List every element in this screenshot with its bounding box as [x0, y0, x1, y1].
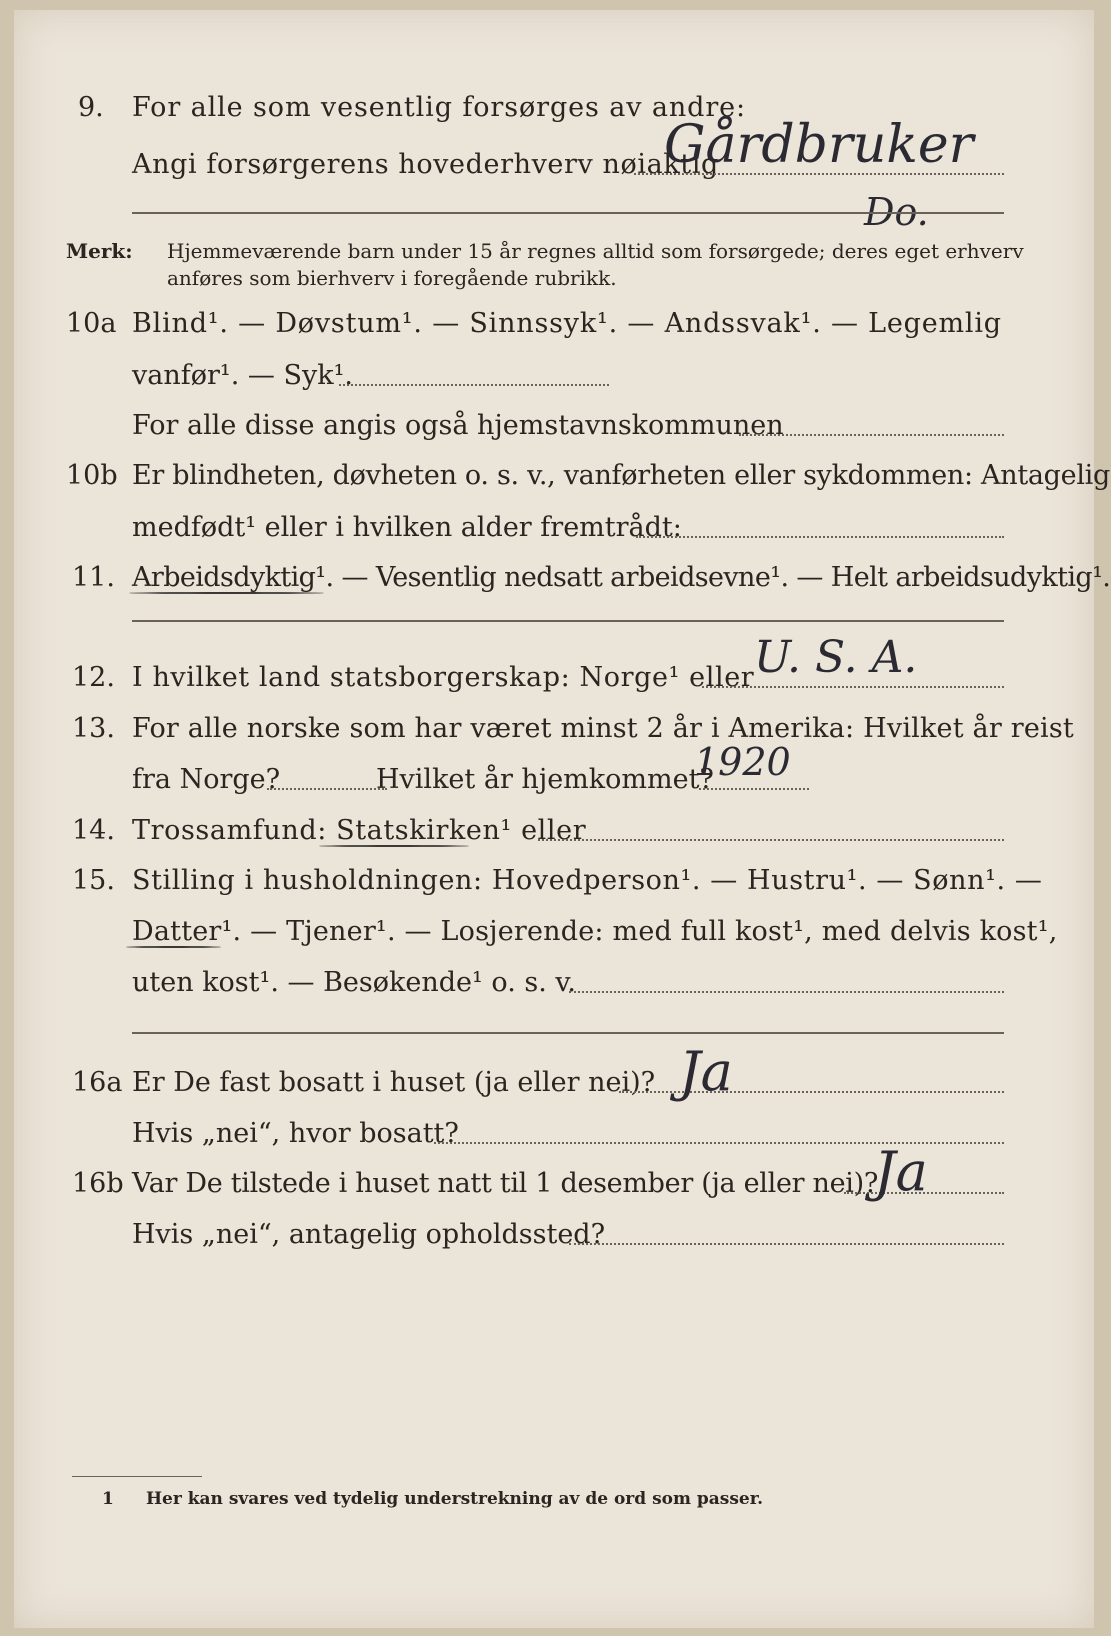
q10a-line1: Blind¹. — Døvstum¹. — Sinnssyk¹. — Andssvak¹. — Legemlig — [132, 308, 1002, 339]
census-form-page — [14, 10, 1111, 1628]
merk-line1: Hjemmeværende barn under 15 år regnes alltid som forsørgede; deres eget erhverv — [167, 239, 1024, 263]
q14-line1: Trossamfund: Statskirken¹ eller — [132, 815, 587, 846]
q15-second-line — [132, 1032, 1004, 1034]
q10a-line2: vanfør¹. — Syk¹. — [132, 360, 353, 391]
q16a-number: 16a — [72, 1067, 123, 1098]
q11-number: 11. — [72, 562, 115, 593]
merk-label: Merk: — [66, 239, 133, 263]
q16b-opholdssted-line — [569, 1243, 1004, 1245]
q9-handwritten-answer: Gårdbruker — [664, 115, 974, 175]
q12-answer-line — [702, 686, 1004, 688]
q14-number: 14. — [72, 815, 115, 846]
q9-line1: For alle som vesentlig forsørges av andre: — [132, 92, 747, 123]
footnote-text: Her kan svares ved tydelig understrekning av de ord som passer. — [146, 1489, 764, 1509]
q16a-line2: Hvis „nei“, hvor bosatt? — [132, 1118, 459, 1149]
q10a-syk-line — [339, 384, 609, 386]
q9-number: 9. — [78, 92, 104, 123]
q12-number: 12. — [72, 662, 115, 693]
q9-handwritten-mark: Do. — [864, 190, 929, 234]
footnote-mark: 1 — [102, 1489, 114, 1509]
q16a-line1: Er De fast bosatt i huset (ja eller nei)? — [132, 1067, 656, 1098]
merk-line2: anføres som bierhverv i foregående rubrikk. — [167, 266, 617, 290]
q13-handwritten-answer: 1920 — [694, 740, 791, 784]
q15-line2: Datter¹. — Tjener¹. — Losjerende: med full kost¹, med delvis kost¹, — [132, 916, 1058, 947]
footnote-separator — [72, 1476, 202, 1477]
q9-line2: Angi forsørgerens hovederhverv nøiaktig — [132, 149, 719, 180]
q16a-answer-line — [619, 1091, 1004, 1093]
q15-number: 15. — [72, 865, 115, 896]
q15-answer-line — [569, 991, 1004, 993]
q13-number: 13. — [72, 713, 115, 744]
q10b-number: 10b — [66, 460, 118, 491]
q11-handwritten-underline — [129, 592, 324, 594]
q13-line1: For alle norske som har været minst 2 år i Amerika: Hvilket år reist — [132, 713, 1074, 744]
q12-handwritten-answer: U. S. A. — [754, 632, 918, 683]
q13-line2b: Hvilket år hjemkommet? — [376, 764, 714, 795]
q10a-number: 10a — [66, 308, 117, 339]
q12-line1: I hvilket land statsborgerskap: Norge¹ eller — [132, 662, 755, 693]
q16a-handwritten-answer: Ja — [679, 1040, 733, 1103]
q16b-line2: Hvis „nei“, antagelig opholdssted? — [132, 1219, 606, 1250]
q15-line3: uten kost¹. — Besøkende¹ o. s. v. — [132, 967, 577, 998]
q11-answer-line — [132, 620, 1004, 622]
q10b-line1: Er blindheten, døvheten o. s. v., vanførheten eller sykdommen: Antagelig — [132, 460, 1110, 491]
q11-line1: Arbeidsdyktig¹. — Vesentlig nedsatt arbeidsevne¹. — Helt arbeidsudyktig¹. — [132, 562, 1111, 593]
q9-second-line — [132, 212, 1004, 214]
q13-hjemkommet-line — [699, 788, 809, 790]
q10b-answer-line — [636, 536, 1004, 538]
q10a-line3: For alle disse angis også hjemstavnskommunen — [132, 410, 784, 441]
q10a-hjemstavn-line — [739, 434, 1004, 436]
q14-answer-line — [538, 839, 1004, 841]
q16b-line1: Var De tilstede i huset natt til 1 desember (ja eller nei)? — [132, 1168, 879, 1199]
q14-handwritten-underline — [319, 845, 469, 847]
q16b-number: 16b — [72, 1168, 124, 1199]
q10b-line2: medfødt¹ eller i hvilken alder fremtrådt: — [132, 512, 682, 543]
q16b-handwritten-answer: Ja — [874, 1140, 928, 1203]
q15-line1: Stilling i husholdningen: Hovedperson¹. — Hustru¹. — Sønn¹. — — [132, 865, 1043, 896]
q13-reist-line — [267, 788, 387, 790]
q15-handwritten-underline — [126, 946, 221, 948]
q13-line2a: fra Norge? — [132, 764, 281, 795]
